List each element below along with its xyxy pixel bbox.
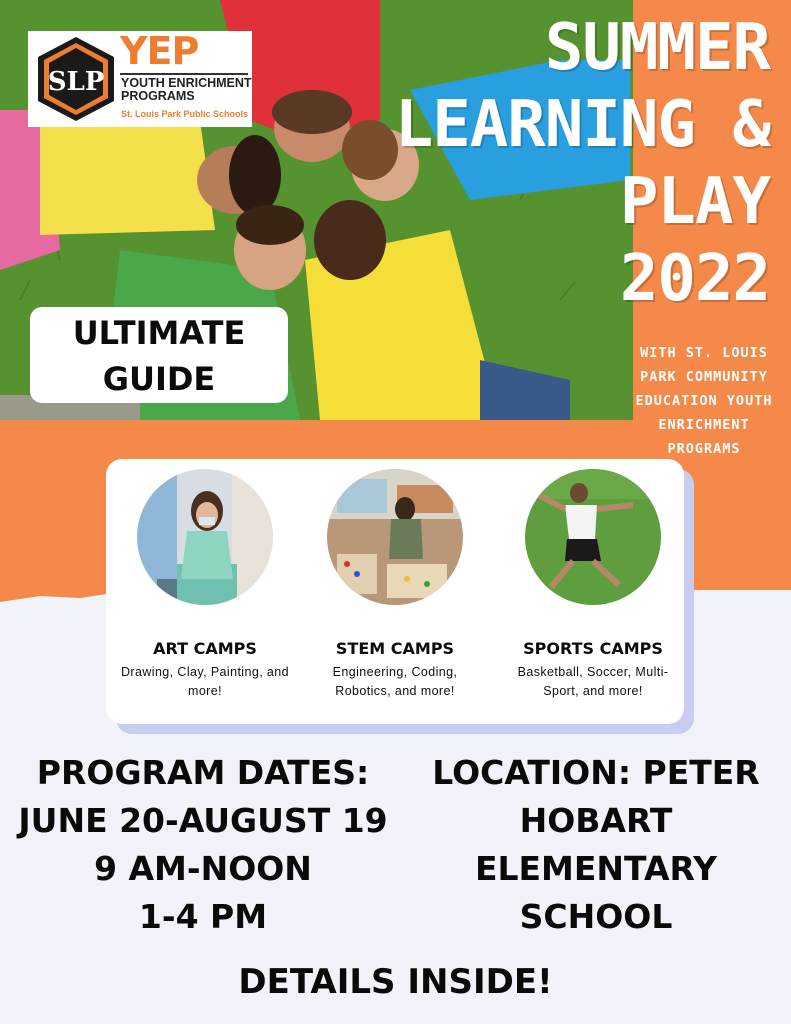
art-camp-photo bbox=[137, 469, 273, 605]
camps-card bbox=[106, 459, 684, 724]
logo-monogram: SLP bbox=[47, 67, 105, 97]
camp-description: Basketball, Soccer, Multi- Sport, and more! bbox=[517, 665, 669, 698]
subheadline: WITH ST. LOUIS PARK COMMUNITY EDUCATION YOUTH ENRICHMENT PROGRAMS bbox=[635, 345, 773, 457]
headline-line: PLAY bbox=[619, 165, 770, 239]
guide-line: GUIDE bbox=[102, 360, 216, 398]
camp-stem bbox=[305, 469, 485, 701]
headline bbox=[380, 10, 770, 318]
headline-line: LEARNING & bbox=[394, 88, 770, 162]
ultimate-guide-box bbox=[30, 307, 288, 403]
details-inside-cta: DETAILS INSIDE! bbox=[238, 962, 553, 1002]
logo-title: YOUTH ENRICHMENT PROGRAMS bbox=[121, 76, 252, 103]
yep-logo bbox=[28, 31, 252, 127]
headline-line: SUMMER bbox=[544, 11, 770, 85]
camp-description: Drawing, Clay, Painting, and more! bbox=[121, 665, 289, 698]
logo-brand: YEP bbox=[120, 29, 199, 73]
camp-title: STEM CAMPS bbox=[335, 639, 455, 658]
program-dates: PROGRAM DATES: JUNE 20-AUGUST 19 9 AM-NOON 1-4 PM bbox=[18, 753, 388, 936]
camp-title: ART CAMPS bbox=[153, 639, 257, 658]
sports-camp-photo bbox=[525, 469, 661, 605]
camp-art bbox=[115, 469, 295, 701]
slp-monogram-icon bbox=[32, 35, 120, 123]
camp-description: Engineering, Coding, Robotics, and more! bbox=[332, 665, 458, 698]
logo-subtitle: St. Louis Park Public Schools bbox=[121, 109, 249, 119]
camp-sports bbox=[503, 469, 683, 701]
headline-line: 2022 bbox=[619, 242, 770, 316]
camp-title: SPORTS CAMPS bbox=[523, 639, 663, 658]
program-location: LOCATION: PETER HOBART ELEMENTARY SCHOOL bbox=[432, 753, 760, 936]
stem-camp-photo bbox=[327, 469, 463, 605]
logo-divider bbox=[120, 73, 248, 75]
guide-line: ULTIMATE bbox=[72, 314, 246, 352]
